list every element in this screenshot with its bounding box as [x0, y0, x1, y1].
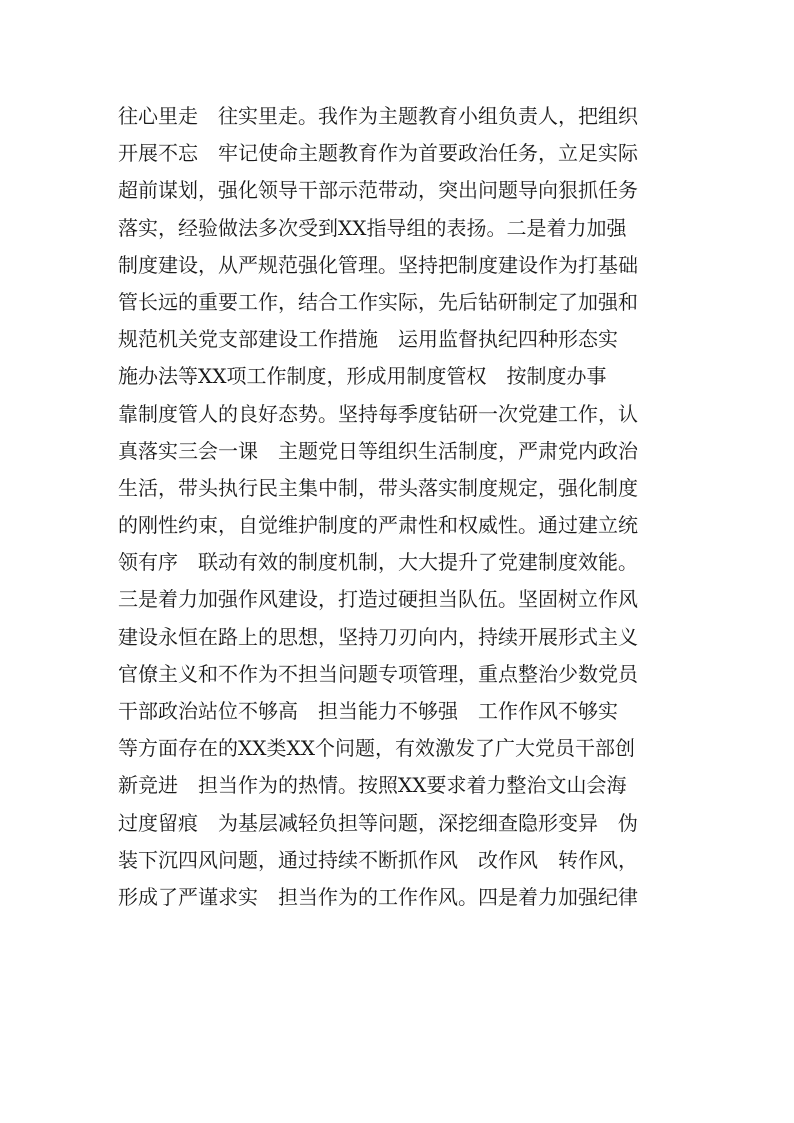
text-line-17: 干部政治站位不够高 担当能力不够强 工作作风不够实: [118, 699, 618, 723]
text-line-11: 生活，带头执行民主集中制，带头落实制度规定，强化制度: [118, 475, 638, 500]
text-line-18: 等方面存在的XX类XX个问题，有效激发了广大党员干部创: [118, 736, 635, 761]
text-line-3: 超前谋划，强化领导干部示范带动，突出问题导向狠抓任务: [118, 178, 638, 203]
text-line-4: 落实，经验做法多次受到XX指导组的表扬。二是着力加强: [118, 215, 627, 240]
text-line-7: 规范机关党支部建设工作措施 运用监督执纪四种形态实: [118, 327, 618, 352]
text-line-22: 形成了严谨求实 担当作为的工作作风。四是着力加强纪律: [118, 884, 638, 909]
text-line-14: 三是着力加强作风建设，打造过硬担当队伍。坚固树立作风: [118, 587, 638, 612]
text-line-13: 领有序 联动有效的制度机制，大大提升了党建制度效能。: [118, 550, 638, 575]
text-line-15: 建设永恒在路上的思想，坚持刀刃向内，持续开展形式主义: [118, 624, 638, 649]
text-line-20: 过度留痕 为基层减轻负担等问题，深挖细查隐形变异 伪: [118, 810, 638, 835]
text-line-5: 制度建设，从严规范强化管理。坚持把制度建设作为打基础: [118, 252, 638, 277]
text-line-19: 新竞进 担当作为的热情。按照XX要求着力整治文山会海: [118, 773, 627, 798]
text-line-10: 真落实三会一课 主题党日等组织生活制度，严肃党内政治: [118, 438, 638, 463]
text-line-8: 施办法等XX项工作制度，形成用制度管权 按制度办事: [118, 364, 607, 389]
body-text: [118, 98, 688, 916]
text-line-6: 管长远的重要工作，结合工作实际，先后钻研制定了加强和: [118, 289, 638, 314]
text-line-16: 官僚主义和不作为不担当问题专项管理，重点整治少数党员: [118, 661, 638, 686]
text-line-2: 开展不忘 牢记使命主题教育作为首要政治任务，立足实际: [118, 141, 638, 166]
text-line-12: 的刚性约束，自觉维护制度的严肃性和权威性。通过建立统: [118, 513, 638, 538]
text-line-9: 靠制度管人的良好态势。坚持每季度钻研一次党建工作，认: [118, 401, 638, 426]
text-line-21: 装下沉四风问题，通过持续不断抓作风 改作风 转作风，: [118, 847, 638, 872]
text-line-1: 往心里走 往实里走。我作为主题教育小组负责人，把组织: [118, 104, 638, 128]
